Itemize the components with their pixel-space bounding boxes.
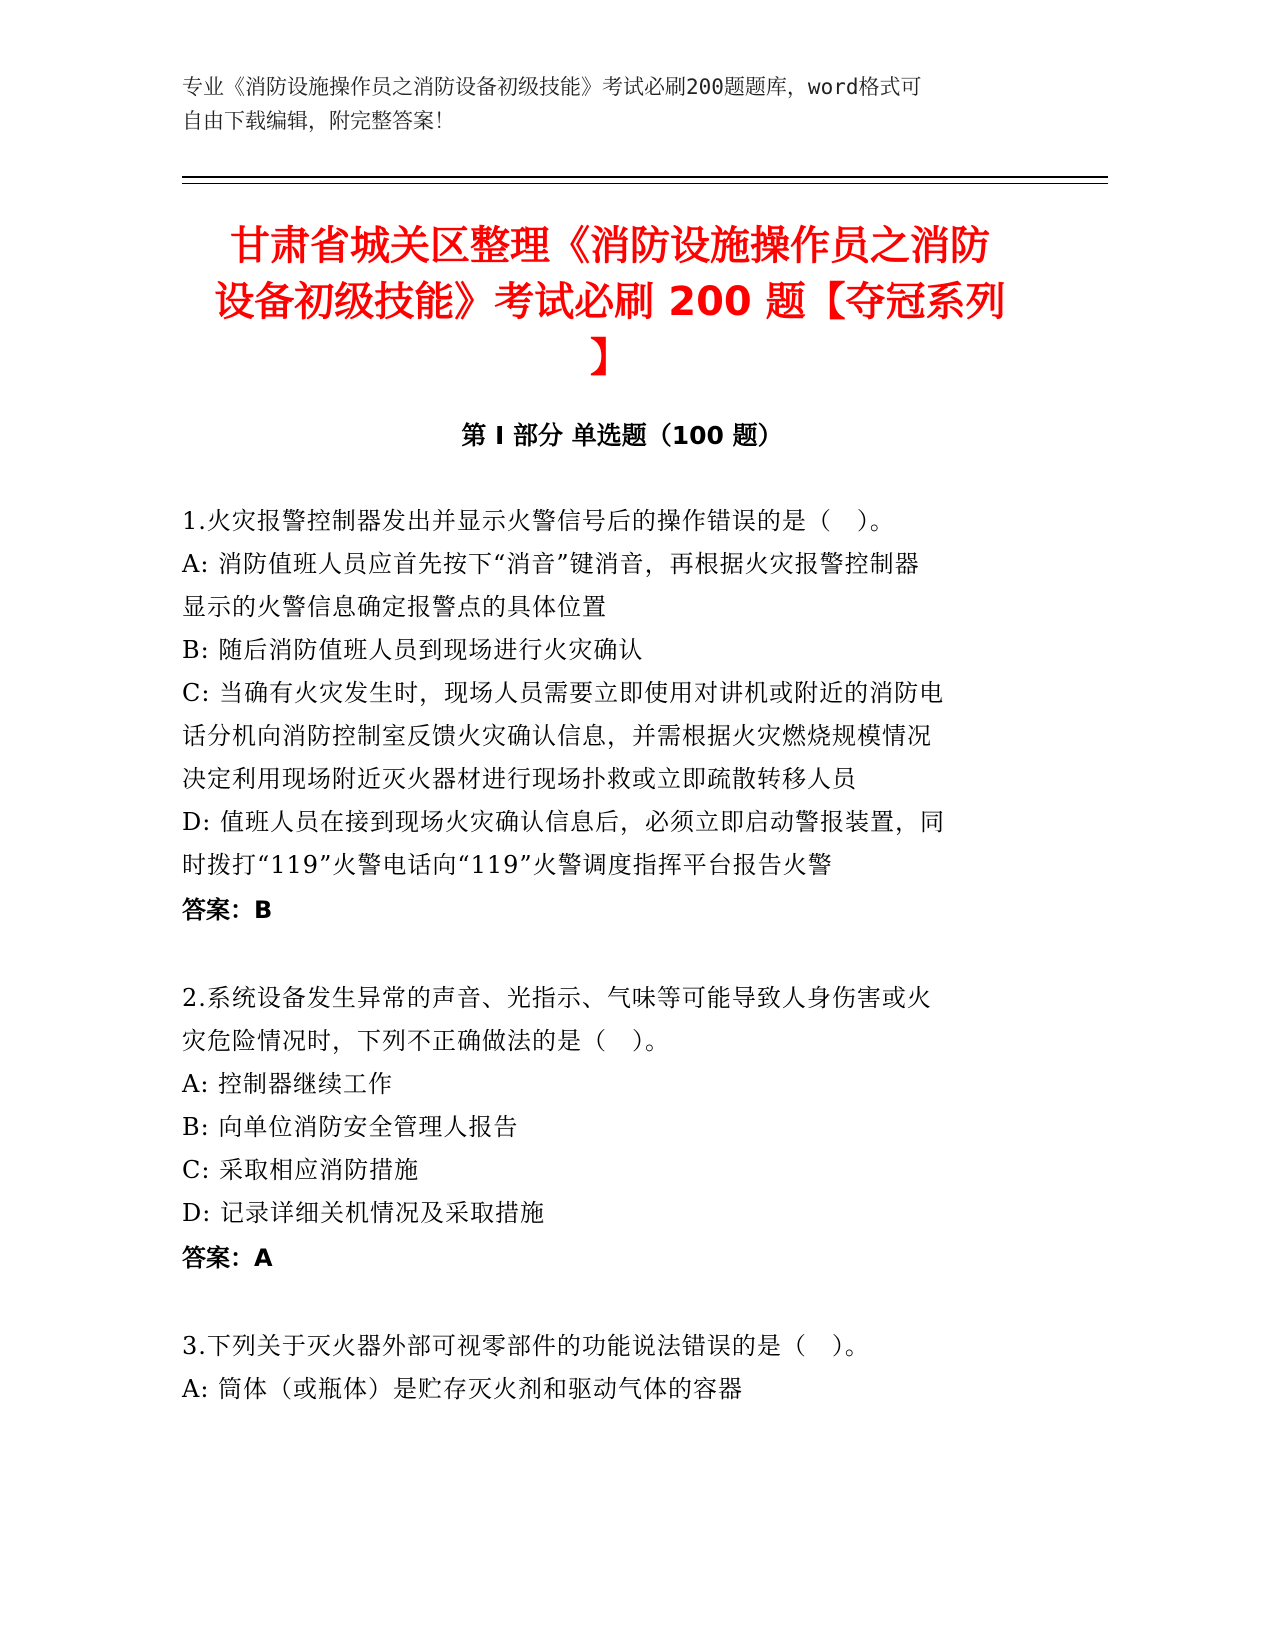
document-title xyxy=(170,218,1050,386)
option-b: B: 向单位消防安全管理人报告 xyxy=(182,1113,519,1141)
header-note xyxy=(182,70,1062,138)
option-a: A: 控制器继续工作 xyxy=(182,1070,394,1098)
question-list xyxy=(182,500,1062,1455)
question-text: 2.系统设备发生异常的声音、光指示、气味等可能导致人身伤害或火 xyxy=(182,984,932,1012)
title-line: 设备初级技能》考试必刷 200 题【夺冠系列 xyxy=(214,279,1006,325)
option-c-continued: 话分机向消防控制室反馈火灾确认信息，并需根据火灾燃烧规模情况 xyxy=(182,722,932,750)
option-b: B: 随后消防值班人员到现场进行火灾确认 xyxy=(182,636,644,664)
option-d-continued: 时拨打“119”火警电话向“119”火警调度指挥平台报告火警 xyxy=(182,851,833,879)
question-text: 3.下列关于灭火器外部可视零部件的功能说法错误的是（ ）。 xyxy=(182,1332,870,1360)
option-a: A: 消防值班人员应首先按下“消音”键消音，再根据火灾报警控制器 xyxy=(182,550,920,578)
header-rule-thick xyxy=(182,176,1108,178)
question-text-continued: 灾危险情况时，下列不正确做法的是（ ）。 xyxy=(182,1027,670,1055)
option-a-continued: 显示的火警信息确定报警点的具体位置 xyxy=(182,593,607,621)
header-note-line: 自由下载编辑，附完整答案！ xyxy=(182,109,455,133)
question-3 xyxy=(182,1325,1062,1411)
option-c-continued: 决定利用现场附近灭火器材进行现场扑救或立即疏散转移人员 xyxy=(182,765,857,793)
question-2 xyxy=(182,977,1062,1281)
answer-label: 答案：B xyxy=(182,896,273,924)
option-c: C: 当确有火灾发生时，现场人员需要立即使用对讲机或附近的消防电 xyxy=(182,679,945,707)
option-d: D: 记录详细关机情况及采取措施 xyxy=(182,1199,545,1227)
header-note-line: 专业《消防设施操作员之消防设备初级技能》考试必刷200题题库，word格式可 xyxy=(182,75,922,99)
question-1 xyxy=(182,500,1062,933)
title-line: 】 xyxy=(590,335,630,381)
option-d: D: 值班人员在接到现场火灾确认信息后，必须立即启动警报装置，同 xyxy=(182,808,945,836)
section-heading: 第 I 部分 单选题（100 题） xyxy=(461,421,783,450)
answer-label: 答案：A xyxy=(182,1244,273,1272)
header-rule-thin xyxy=(182,183,1108,184)
option-a: A: 筒体（或瓶体）是贮存灭火剂和驱动气体的容器 xyxy=(182,1375,744,1403)
question-text: 1.火灾报警控制器发出并显示火警信号后的操作错误的是（ ）。 xyxy=(182,507,895,535)
title-line: 甘肃省城关区整理《消防设施操作员之消防 xyxy=(230,223,990,269)
option-c: C: 采取相应消防措施 xyxy=(182,1156,420,1184)
